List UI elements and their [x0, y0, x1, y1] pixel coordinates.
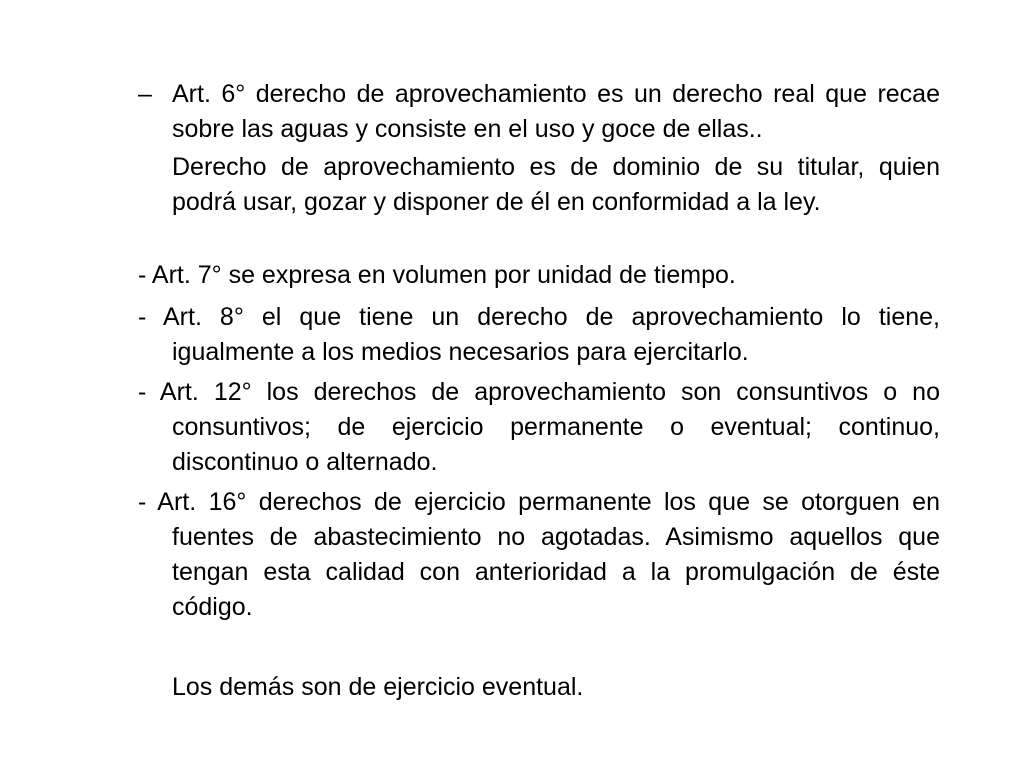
paragraph-eventual: Los demás son de ejercicio eventual. [172, 673, 584, 701]
paragraph-art-16: - Art. 16° derechos de ejercicio permanente los que se otorguen en fuentes de abastecimiento no agotadas. Asimismo aquellos que tengan esta calidad con anterioridad a la promulgación de éste código. [138, 488, 940, 621]
paragraph-art-6: Art. 6° derecho de aprovechamiento es un derecho real que recae sobre las aguas y consiste en el uso y goce de ellas.. [172, 80, 940, 143]
paragraph-dominio: Derecho de aprovechamiento es de dominio de su titular, quien podrá usar, gozar y disponer de él en conformidad a la ley. [172, 153, 940, 216]
paragraph-art-8: - Art. 8° el que tiene un derecho de aprovechamiento lo tiene, igualmente a los medios necesarios para ejercitarlo. [138, 303, 940, 366]
dash-marker: – [138, 80, 152, 108]
paragraph-art-7: - Art. 7° se expresa en volumen por unidad de tiempo. [138, 261, 736, 289]
paragraph-art-12: - Art. 12° los derechos de aprovechamiento son consuntivos o no consuntivos; de ejercicio permanente o eventual; continuo, discontinuo o alternado. [138, 378, 940, 476]
